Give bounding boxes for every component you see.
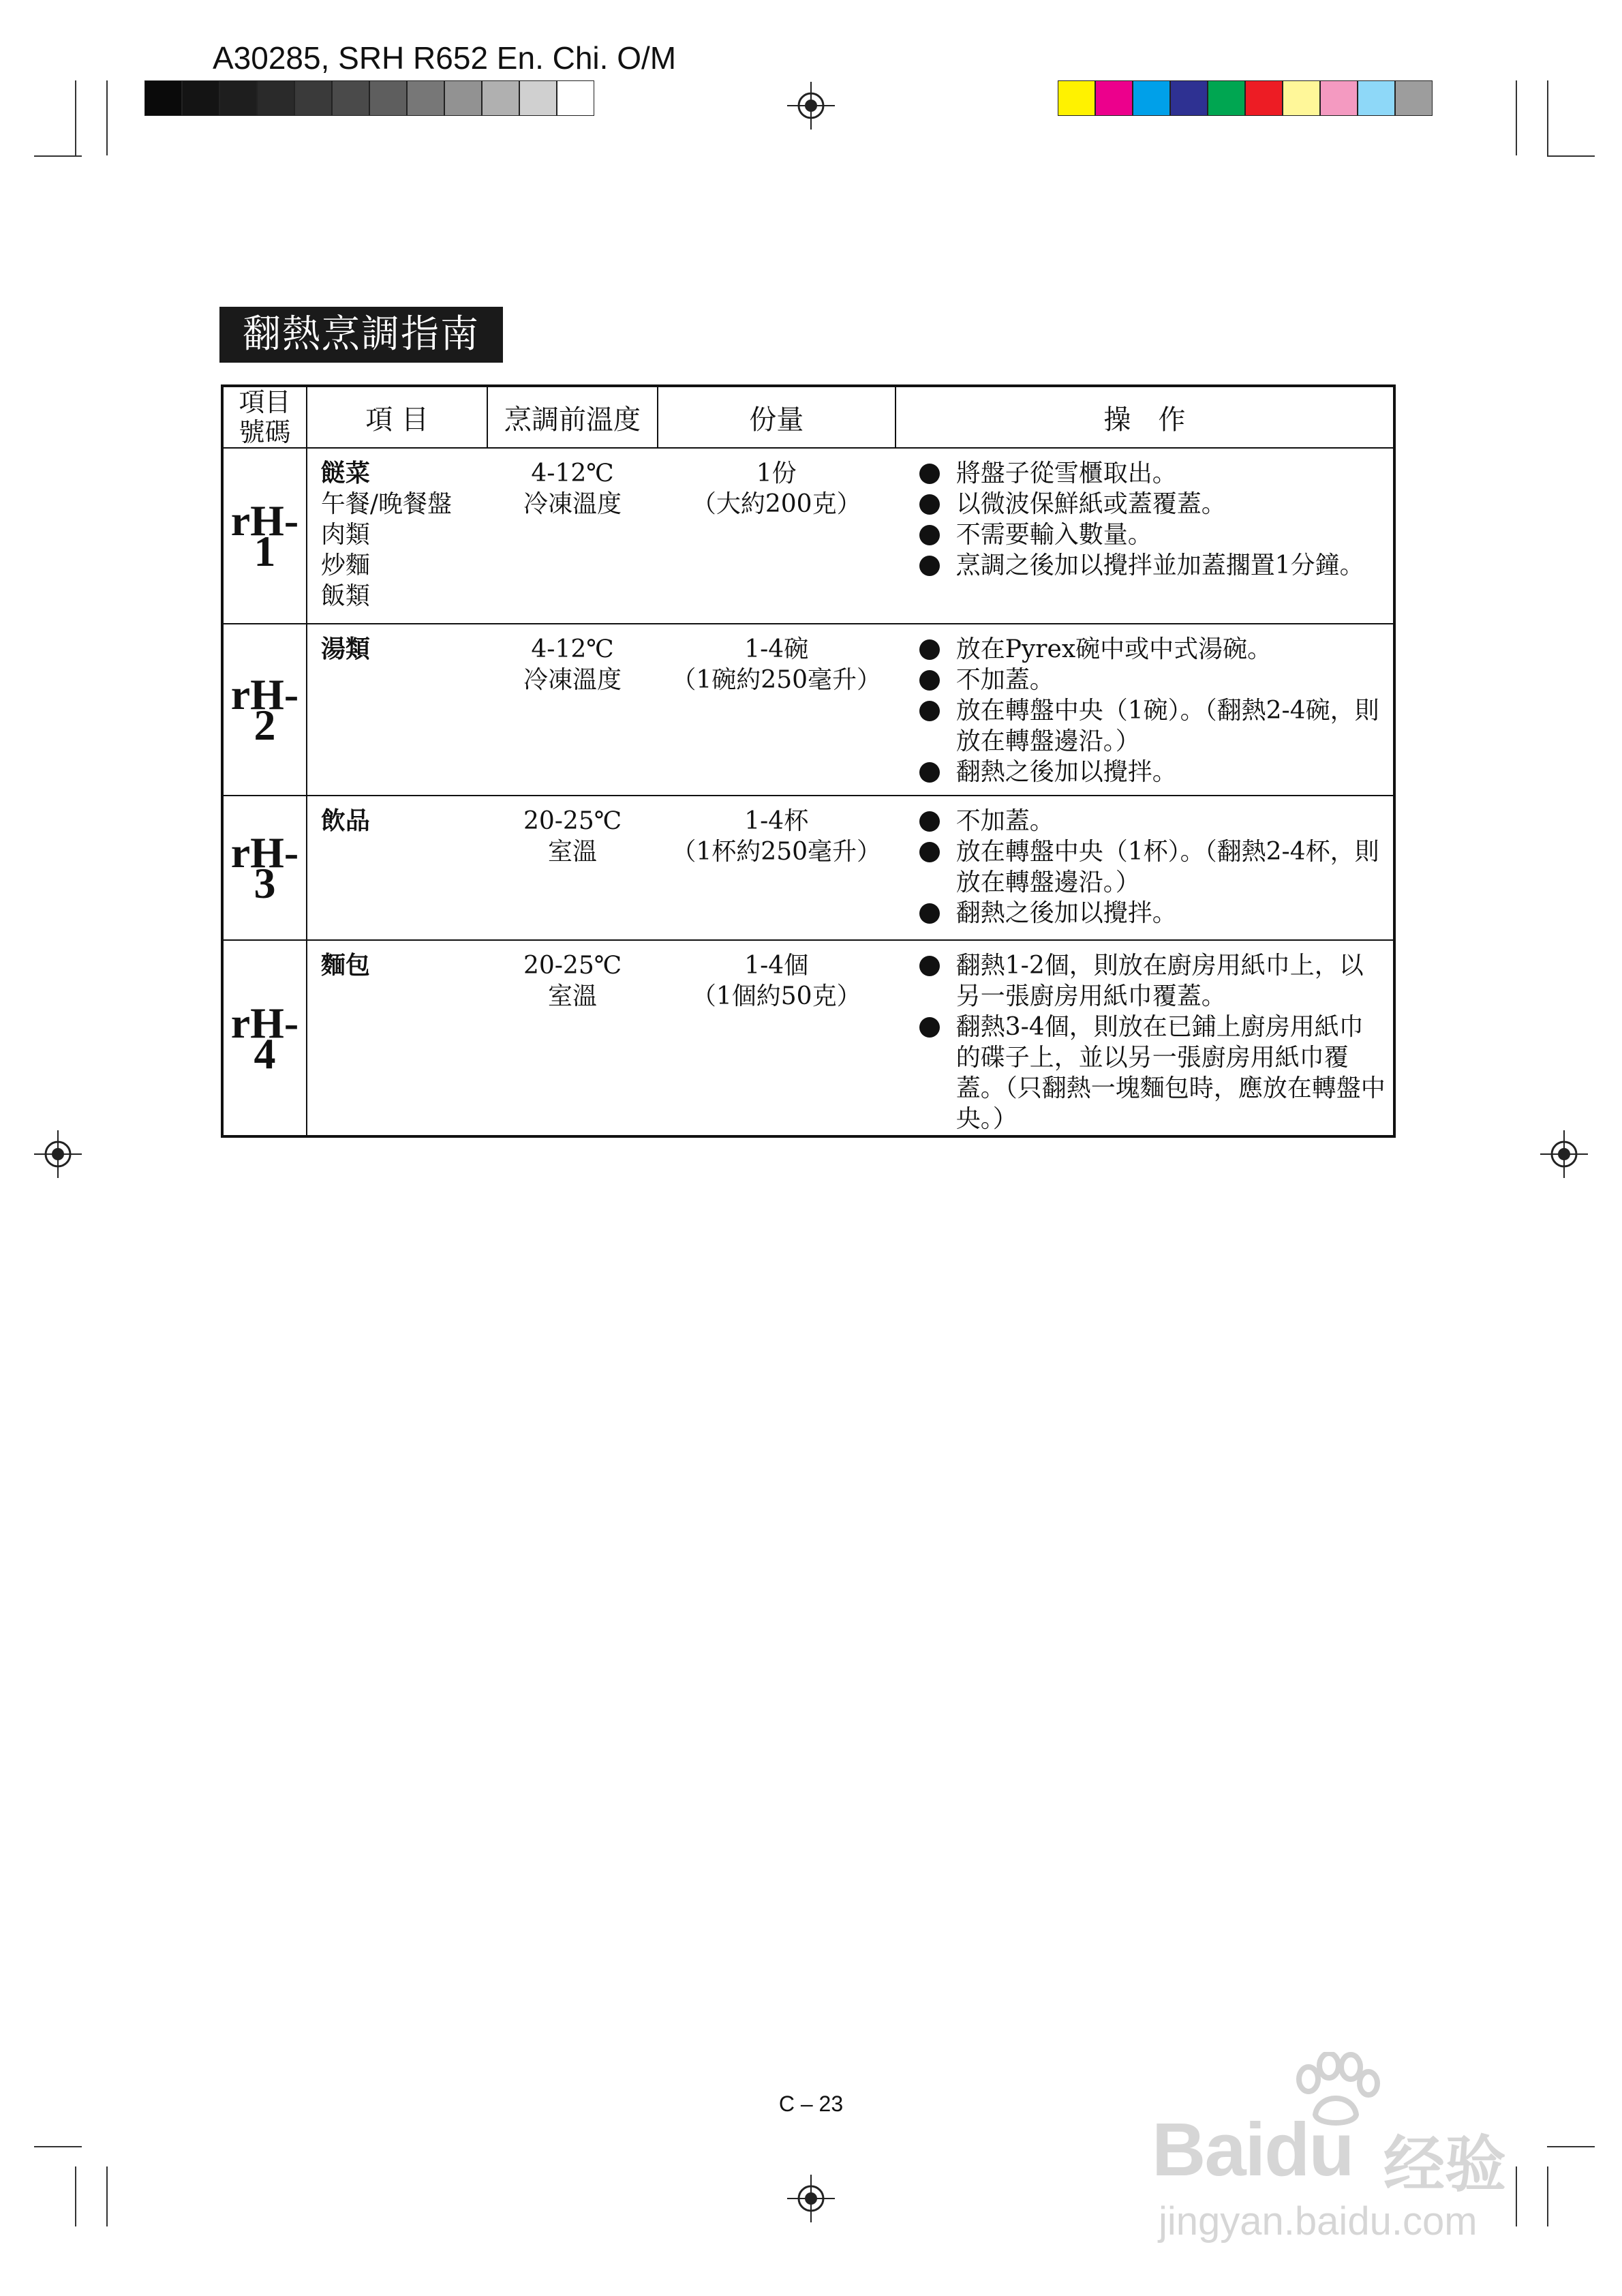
header-temperature: 烹調前溫度 — [487, 386, 657, 448]
gray-swatch — [219, 80, 257, 116]
gray-swatch — [257, 80, 294, 116]
program-code: rH-1 — [222, 448, 307, 624]
operation-step: 翻熱1-2個，則放在廚房用紙巾上，以另一張廚房用紙巾覆蓋。 — [919, 950, 1386, 1012]
temperature-value: 4-12℃ — [531, 635, 614, 663]
operation-cell — [896, 796, 1394, 940]
item-name: 飲品 — [320, 807, 370, 835]
temperature-cell — [487, 940, 657, 1136]
program-code: rH-4 — [222, 940, 307, 1136]
operation-step: 翻熱3-4個，則放在已鋪上廚房用紙巾的碟子上，並以另一張廚房用紙巾覆蓋。（只翻熱一塊麵包時，應放在轉盤中央。） — [919, 1012, 1386, 1134]
watermark-suffix: 经验 — [1383, 2131, 1506, 2199]
page-number: C – 23 — [778, 2091, 844, 2116]
table-row — [222, 940, 1394, 1136]
item-sub: 飯類 — [320, 582, 370, 610]
portion-note: （1杯約250毫升） — [671, 838, 882, 866]
temperature-label: 室溫 — [547, 982, 597, 1010]
temperature-value: 4-12℃ — [531, 459, 614, 487]
color-swatch — [1245, 80, 1283, 116]
item-cell — [307, 624, 487, 796]
portion-value: 1-4個 — [744, 952, 809, 980]
operation-step: 烹調之後加以攪拌並加蓋擱置1分鐘。 — [919, 550, 1386, 581]
portion-cell — [658, 448, 896, 624]
operation-step: 翻熱之後加以攪拌。 — [919, 898, 1386, 928]
operation-cell — [896, 448, 1394, 624]
portion-cell — [658, 796, 896, 940]
header-item: 項 目 — [307, 386, 487, 448]
item-name: 麵包 — [320, 952, 370, 980]
item-name: 餸菜 — [320, 459, 370, 487]
program-code: rH-3 — [222, 796, 307, 940]
color-swatch — [1058, 80, 1095, 116]
temperature-label: 室溫 — [547, 838, 597, 866]
item-sub: 肉類 — [320, 521, 370, 549]
color-calibration-bar — [1058, 80, 1433, 116]
header-portion: 份量 — [658, 386, 896, 448]
gray-swatch — [144, 80, 182, 116]
registration-mark-right — [1540, 1130, 1588, 1178]
temperature-value: 20-25℃ — [523, 807, 622, 835]
item-cell — [307, 940, 487, 1136]
registration-mark-left — [34, 1130, 82, 1178]
document-code: A30285, SRH R652 En. Chi. O/M — [213, 40, 677, 76]
portion-value: 1份 — [756, 459, 797, 487]
registration-mark-bottom — [787, 2175, 835, 2222]
section-title: 翻熱烹調指南 — [219, 307, 503, 363]
gray-swatch — [369, 80, 407, 116]
reheat-guide-table — [221, 384, 1396, 1138]
gray-swatch — [407, 80, 444, 116]
temperature-cell — [487, 624, 657, 796]
operation-step: 將盤子從雪櫃取出。 — [919, 458, 1386, 489]
item-cell — [307, 448, 487, 624]
watermark-brand: Baidu — [1152, 2108, 1353, 2192]
temperature-cell — [487, 448, 657, 624]
portion-value: 1-4碗 — [744, 635, 809, 663]
gray-swatch — [519, 80, 557, 116]
header-code: 項目 號碼 — [222, 386, 307, 448]
portion-cell — [658, 624, 896, 796]
gray-swatch — [482, 80, 519, 116]
gray-swatch — [444, 80, 482, 116]
gray-swatch — [182, 80, 219, 116]
table-header-row — [222, 386, 1394, 448]
temperature-value: 20-25℃ — [523, 952, 622, 980]
gray-swatch — [557, 80, 594, 116]
portion-note: （大約200克） — [691, 490, 861, 518]
table-row — [222, 448, 1394, 624]
temperature-cell — [487, 796, 657, 940]
color-swatch — [1358, 80, 1395, 116]
color-swatch — [1208, 80, 1245, 116]
registration-mark-top — [787, 82, 835, 130]
operation-cell — [896, 624, 1394, 796]
gray-swatch — [332, 80, 369, 116]
operation-cell — [896, 940, 1394, 1136]
color-swatch — [1133, 80, 1170, 116]
baidu-watermark — [1152, 2052, 1533, 2256]
operation-step: 放在轉盤中央（1碗）。（翻熱2-4碗，則放在轉盤邊沿。） — [919, 695, 1386, 757]
header-operation: 操 作 — [896, 386, 1394, 448]
item-sub: 午餐/晚餐盤 — [320, 490, 453, 518]
operation-step: 以微波保鮮紙或蓋覆蓋。 — [919, 489, 1386, 519]
operation-step: 翻熱之後加以攪拌。 — [919, 757, 1386, 787]
portion-note: （1個約50克） — [691, 982, 861, 1010]
item-cell — [307, 796, 487, 940]
portion-cell — [658, 940, 896, 1136]
table-row — [222, 796, 1394, 940]
color-swatch — [1170, 80, 1208, 116]
program-code: rH-2 — [222, 624, 307, 796]
operation-step: 放在轉盤中央（1杯）。（翻熱2-4杯，則放在轉盤邊沿。） — [919, 836, 1386, 898]
color-swatch — [1095, 80, 1133, 116]
portion-value: 1-4杯 — [744, 807, 809, 835]
temperature-label: 冷凍溫度 — [523, 666, 622, 694]
table-row — [222, 624, 1394, 796]
gray-calibration-bar — [144, 80, 594, 116]
color-swatch — [1283, 80, 1320, 116]
operation-step: 不加蓋。 — [919, 806, 1386, 836]
watermark-url: jingyan.baidu.com — [1159, 2199, 1478, 2244]
gray-swatch — [294, 80, 332, 116]
operation-step: 不需要輸入數量。 — [919, 519, 1386, 550]
operation-step: 放在Pyrex碗中或中式湯碗。 — [919, 634, 1386, 665]
temperature-label: 冷凍溫度 — [523, 490, 622, 518]
portion-note: （1碗約250毫升） — [671, 666, 882, 694]
color-swatch — [1320, 80, 1358, 116]
item-sub: 炒麵 — [320, 552, 370, 579]
operation-step: 不加蓋。 — [919, 665, 1386, 695]
item-name: 湯類 — [320, 635, 370, 663]
color-swatch — [1395, 80, 1433, 116]
